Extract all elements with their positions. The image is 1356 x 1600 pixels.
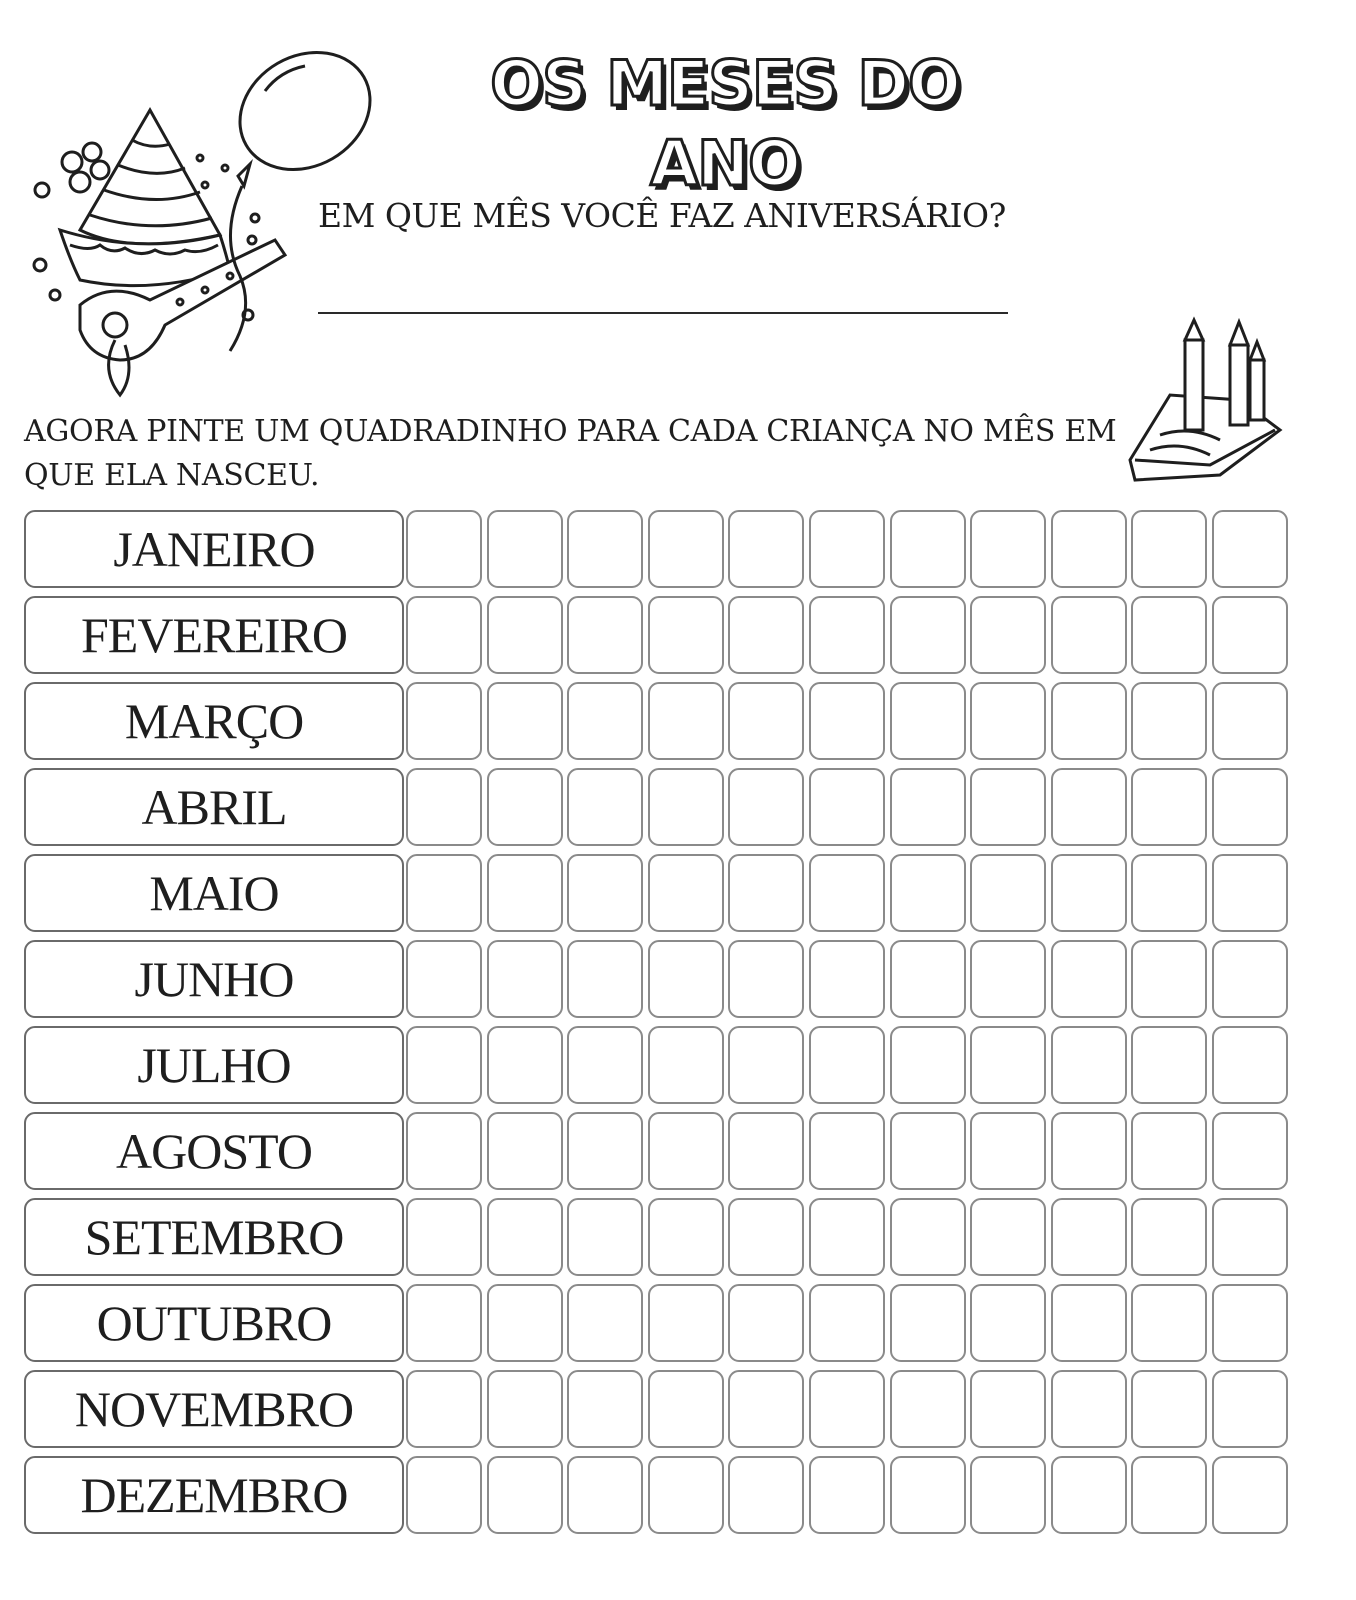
color-box[interactable]: [728, 768, 804, 846]
color-box[interactable]: [970, 1284, 1046, 1362]
candles-gift-icon: [1120, 300, 1290, 500]
color-box[interactable]: [487, 510, 563, 588]
color-box[interactable]: [1051, 1112, 1127, 1190]
color-box[interactable]: [1212, 1284, 1288, 1362]
month-label: ABRIL: [24, 768, 404, 846]
color-box[interactable]: [728, 1026, 804, 1104]
color-box[interactable]: [1212, 1112, 1288, 1190]
month-row: [22, 1367, 1292, 1453]
color-box[interactable]: [1131, 1198, 1207, 1276]
color-box[interactable]: [406, 1370, 482, 1448]
color-box[interactable]: [970, 682, 1046, 760]
color-box[interactable]: [1131, 1112, 1207, 1190]
color-box[interactable]: [970, 768, 1046, 846]
color-box[interactable]: [487, 1370, 563, 1448]
color-box[interactable]: [1051, 1284, 1127, 1362]
color-box[interactable]: [648, 1198, 724, 1276]
color-box[interactable]: [728, 682, 804, 760]
month-row: [22, 765, 1292, 851]
color-box[interactable]: [487, 1198, 563, 1276]
color-box[interactable]: [890, 510, 966, 588]
month-label: JUNHO: [24, 940, 404, 1018]
color-box[interactable]: [406, 1112, 482, 1190]
color-box[interactable]: [1051, 1198, 1127, 1276]
color-box[interactable]: [487, 940, 563, 1018]
color-box[interactable]: [1051, 1456, 1127, 1534]
color-box[interactable]: [567, 1026, 643, 1104]
month-row: [22, 937, 1292, 1023]
color-box[interactable]: [487, 854, 563, 932]
color-box[interactable]: [648, 854, 724, 932]
color-box[interactable]: [406, 682, 482, 760]
color-box[interactable]: [648, 1370, 724, 1448]
color-box[interactable]: [728, 1198, 804, 1276]
color-box[interactable]: [648, 1456, 724, 1534]
color-box[interactable]: [890, 682, 966, 760]
color-box[interactable]: [648, 596, 724, 674]
month-row: [22, 1195, 1292, 1281]
color-box[interactable]: [1131, 596, 1207, 674]
color-box[interactable]: [567, 1198, 643, 1276]
month-label: JANEIRO: [24, 510, 404, 588]
color-box[interactable]: [970, 510, 1046, 588]
color-box[interactable]: [487, 1026, 563, 1104]
color-box[interactable]: [890, 854, 966, 932]
birthday-question: EM QUE MÊS VOCÊ FAZ ANIVERSÁRIO?: [318, 196, 1006, 235]
color-box[interactable]: [970, 854, 1046, 932]
color-box[interactable]: [890, 1456, 966, 1534]
color-box[interactable]: [890, 1112, 966, 1190]
color-box[interactable]: [406, 768, 482, 846]
color-box[interactable]: [406, 1026, 482, 1104]
color-box[interactable]: [406, 940, 482, 1018]
month-label: NOVEMBRO: [24, 1370, 404, 1448]
color-box[interactable]: [1212, 1370, 1288, 1448]
color-box[interactable]: [1212, 854, 1288, 932]
color-box[interactable]: [809, 682, 885, 760]
color-box[interactable]: [1051, 1370, 1127, 1448]
color-box[interactable]: [1212, 682, 1288, 760]
month-label: MARÇO: [24, 682, 404, 760]
color-box[interactable]: [1051, 768, 1127, 846]
color-box[interactable]: [809, 768, 885, 846]
color-box[interactable]: [1051, 596, 1127, 674]
color-box[interactable]: [567, 1456, 643, 1534]
color-box[interactable]: [728, 510, 804, 588]
color-box[interactable]: [809, 1112, 885, 1190]
color-box[interactable]: [1131, 1284, 1207, 1362]
color-box[interactable]: [728, 1370, 804, 1448]
color-box[interactable]: [567, 596, 643, 674]
color-box[interactable]: [809, 1456, 885, 1534]
color-box[interactable]: [1212, 510, 1288, 588]
color-box[interactable]: [567, 768, 643, 846]
color-box[interactable]: [890, 940, 966, 1018]
color-box[interactable]: [970, 1370, 1046, 1448]
month-row: [22, 851, 1292, 937]
color-box[interactable]: [1051, 510, 1127, 588]
color-box[interactable]: [890, 1026, 966, 1104]
color-box[interactable]: [648, 940, 724, 1018]
color-box[interactable]: [406, 1456, 482, 1534]
color-box[interactable]: [1212, 768, 1288, 846]
color-box[interactable]: [567, 682, 643, 760]
month-label: JULHO: [24, 1026, 404, 1104]
color-box[interactable]: [1212, 1026, 1288, 1104]
color-box[interactable]: [648, 768, 724, 846]
color-box[interactable]: [567, 510, 643, 588]
color-box[interactable]: [809, 510, 885, 588]
color-box[interactable]: [728, 1284, 804, 1362]
month-label: FEVEREIRO: [24, 596, 404, 674]
color-box[interactable]: [970, 1026, 1046, 1104]
color-box[interactable]: [487, 1284, 563, 1362]
month-grid: [22, 507, 1292, 1539]
color-box[interactable]: [406, 510, 482, 588]
color-box[interactable]: [728, 940, 804, 1018]
color-box[interactable]: [648, 682, 724, 760]
color-box[interactable]: [567, 1370, 643, 1448]
color-box[interactable]: [406, 596, 482, 674]
instruction-text: AGORA PINTE UM QUADRADINHO PARA CADA CRIANÇA NO MÊS EM QUE ELA NASCEU.: [24, 414, 1117, 493]
color-box[interactable]: [406, 854, 482, 932]
color-box[interactable]: [728, 854, 804, 932]
color-box[interactable]: [1131, 768, 1207, 846]
color-box[interactable]: [1131, 1026, 1207, 1104]
month-label: OUTUBRO: [24, 1284, 404, 1362]
color-box[interactable]: [487, 1456, 563, 1534]
color-box[interactable]: [809, 1370, 885, 1448]
color-box[interactable]: [1051, 854, 1127, 932]
color-box[interactable]: [1131, 1370, 1207, 1448]
color-box[interactable]: [890, 596, 966, 674]
color-box[interactable]: [406, 1284, 482, 1362]
month-label: AGOSTO: [24, 1112, 404, 1190]
color-box[interactable]: [809, 940, 885, 1018]
color-box[interactable]: [1131, 510, 1207, 588]
color-box[interactable]: [809, 1284, 885, 1362]
color-box[interactable]: [970, 1112, 1046, 1190]
month-row: [22, 507, 1292, 593]
color-box[interactable]: [970, 1198, 1046, 1276]
color-box[interactable]: [1051, 1026, 1127, 1104]
color-box[interactable]: [567, 1112, 643, 1190]
month-row: [22, 1281, 1292, 1367]
color-box[interactable]: [809, 1198, 885, 1276]
color-box[interactable]: [809, 1026, 885, 1104]
color-box[interactable]: [728, 1112, 804, 1190]
color-box[interactable]: [1051, 682, 1127, 760]
color-box[interactable]: [487, 1112, 563, 1190]
color-box[interactable]: [1212, 596, 1288, 674]
month-row: [22, 1023, 1292, 1109]
color-box[interactable]: [487, 596, 563, 674]
answer-line[interactable]: [318, 312, 1008, 314]
color-box[interactable]: [1131, 682, 1207, 760]
month-row: [22, 1453, 1292, 1539]
color-box[interactable]: [970, 596, 1046, 674]
color-box[interactable]: [890, 1284, 966, 1362]
color-box[interactable]: [487, 768, 563, 846]
month-label: DEZEMBRO: [24, 1456, 404, 1534]
color-box[interactable]: [890, 1198, 966, 1276]
color-box[interactable]: [970, 940, 1046, 1018]
color-box[interactable]: [1131, 1456, 1207, 1534]
color-box[interactable]: [487, 682, 563, 760]
color-box[interactable]: [890, 768, 966, 846]
page-title: OS MESES DO ANO: [490, 47, 960, 200]
color-box[interactable]: [890, 1370, 966, 1448]
month-row: [22, 593, 1292, 679]
color-box[interactable]: [809, 854, 885, 932]
color-box[interactable]: [728, 596, 804, 674]
color-box[interactable]: [406, 1198, 482, 1276]
color-box[interactable]: [648, 1284, 724, 1362]
month-row: [22, 679, 1292, 765]
month-label: SETEMBRO: [24, 1198, 404, 1276]
color-box[interactable]: [1212, 1456, 1288, 1534]
color-box[interactable]: [648, 1026, 724, 1104]
color-box[interactable]: [809, 596, 885, 674]
month-label: MAIO: [24, 854, 404, 932]
color-box[interactable]: [1051, 940, 1127, 1018]
color-box[interactable]: [567, 854, 643, 932]
color-box[interactable]: [567, 1284, 643, 1362]
color-box[interactable]: [648, 1112, 724, 1190]
color-box[interactable]: [567, 940, 643, 1018]
color-box[interactable]: [648, 510, 724, 588]
color-box[interactable]: [728, 1456, 804, 1534]
color-box[interactable]: [1131, 940, 1207, 1018]
color-box[interactable]: [1131, 854, 1207, 932]
color-box[interactable]: [1212, 1198, 1288, 1276]
color-box[interactable]: [970, 1456, 1046, 1534]
month-row: [22, 1109, 1292, 1195]
color-box[interactable]: [1212, 940, 1288, 1018]
